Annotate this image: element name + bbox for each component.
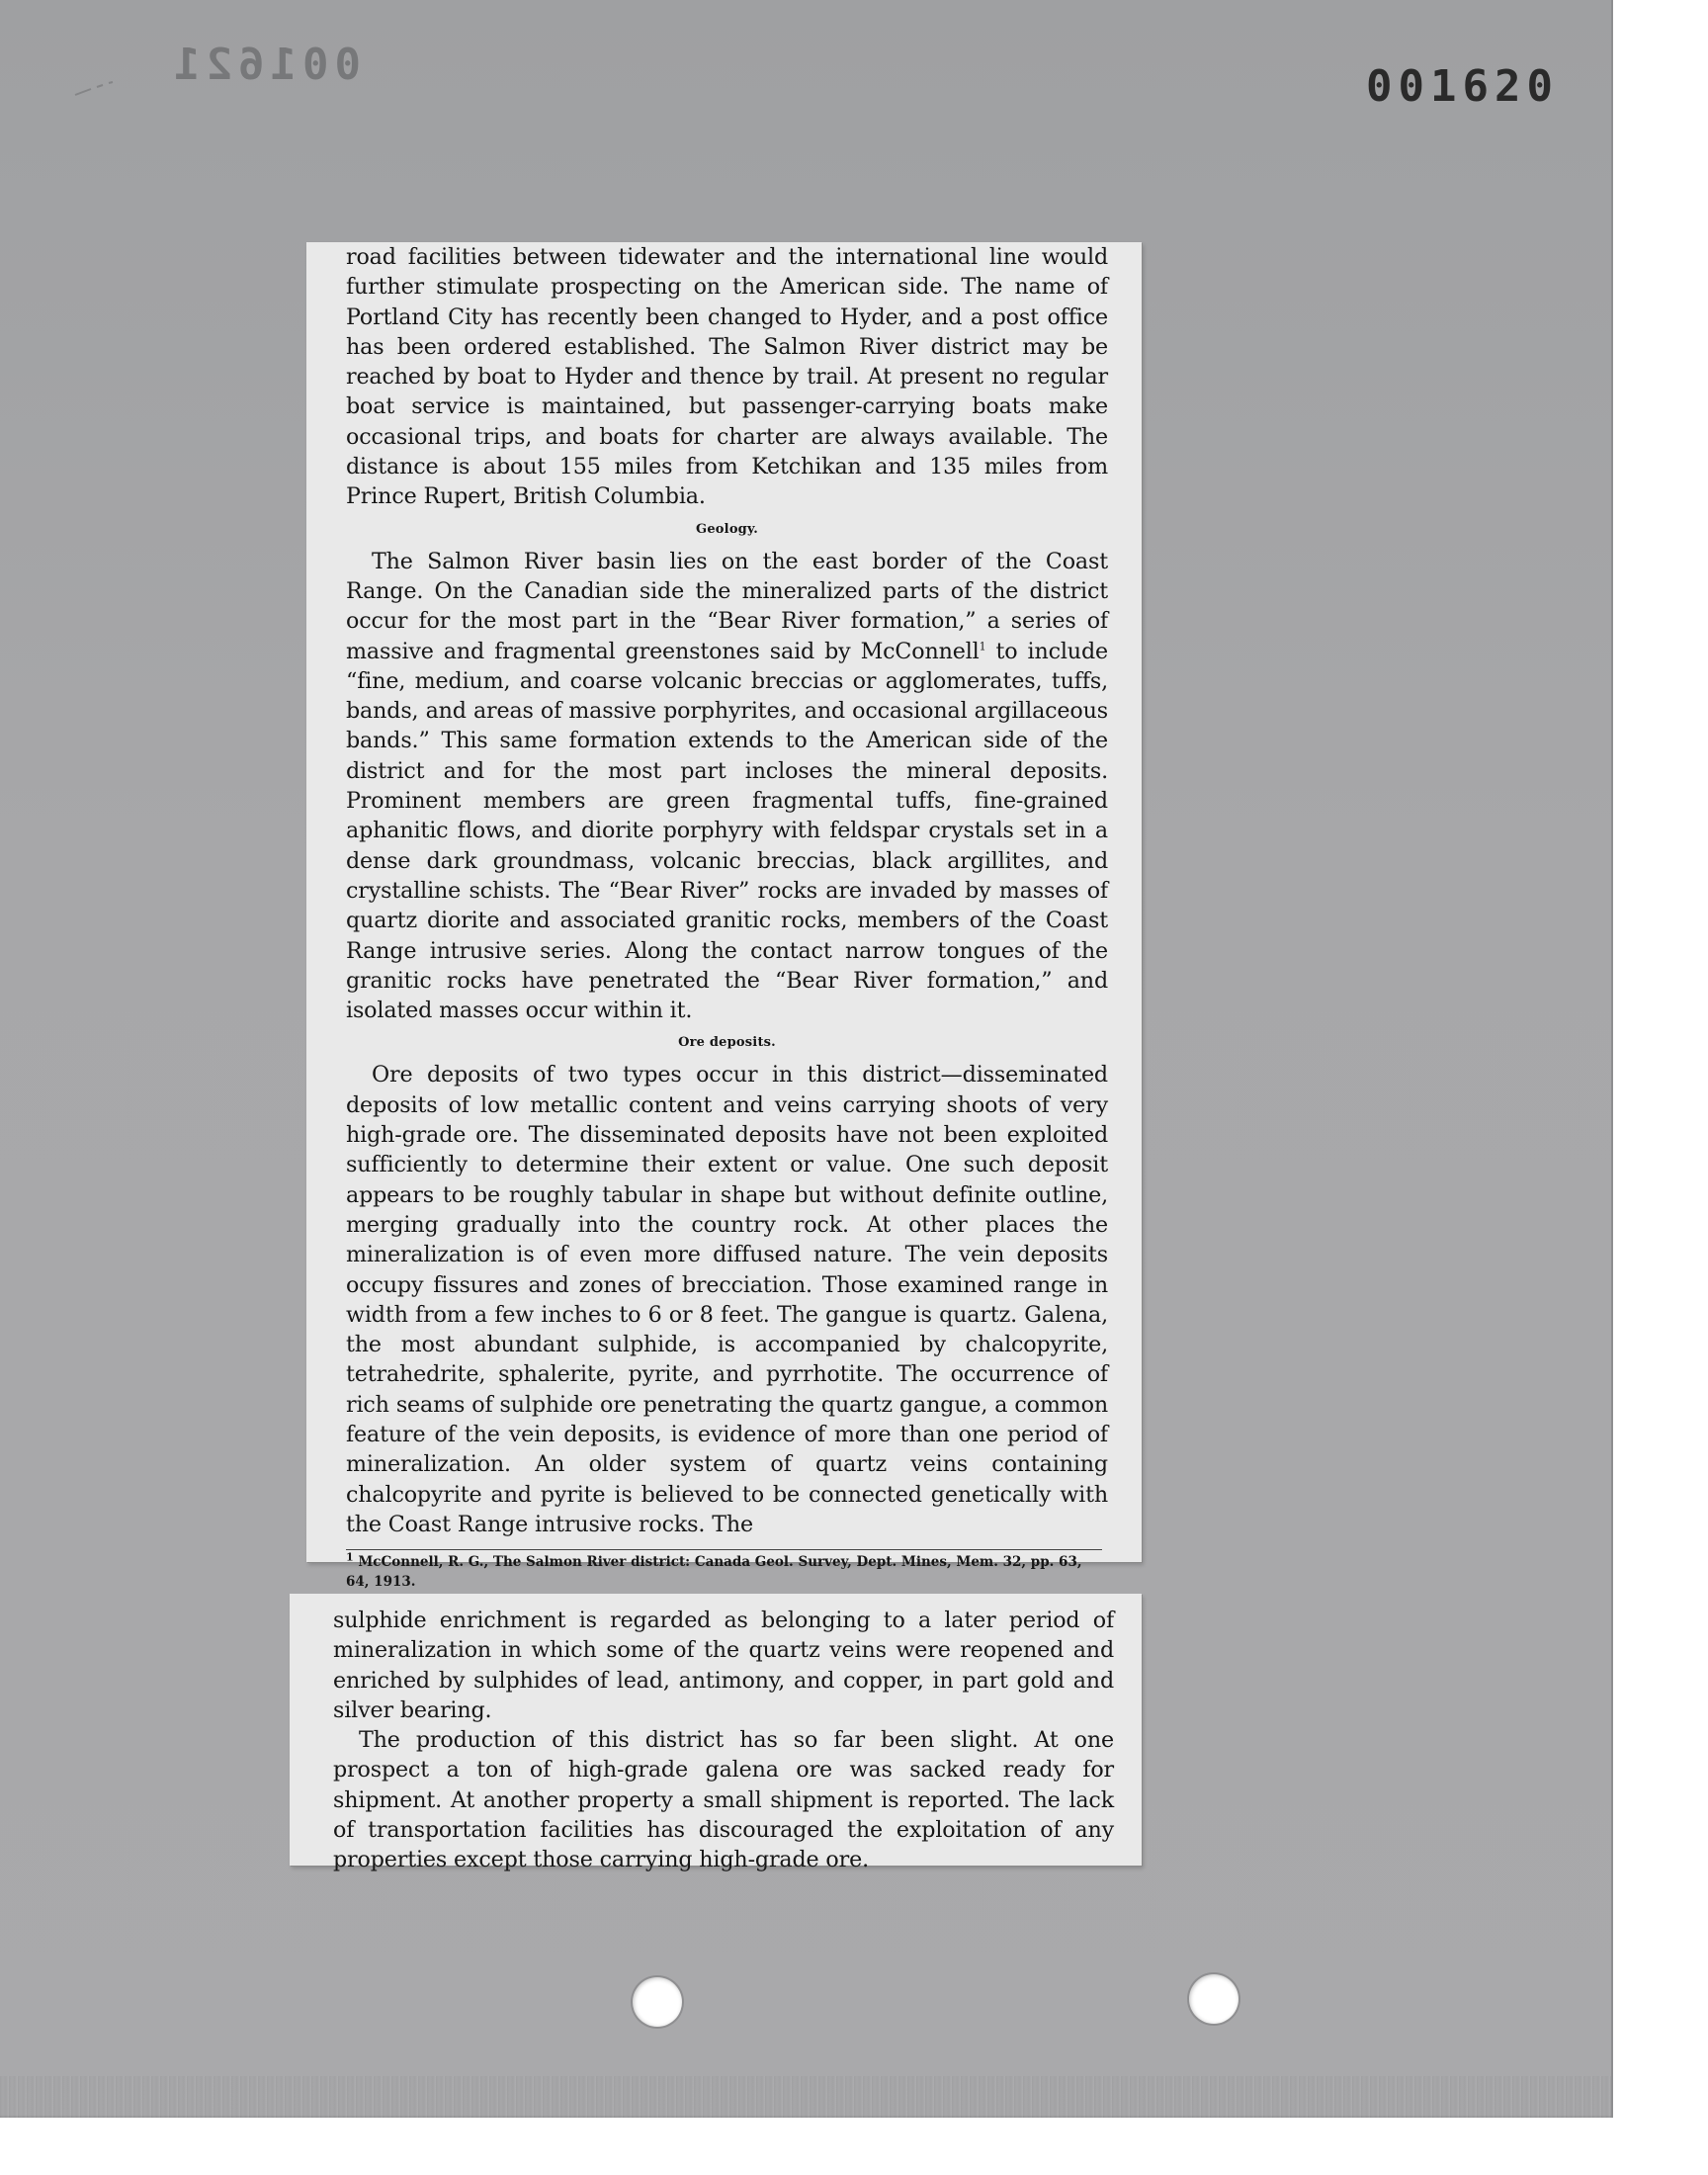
page-number-stamp: 001620: [1366, 61, 1559, 112]
footnote-reference: 1: [979, 640, 986, 653]
ore-deposits-heading: Ore deposits.: [678, 1035, 776, 1051]
ore-deposits-paragraph: Ore deposits of two types occur in this district—disseminated deposits of low metallic content and veins carrying shoots of very high-grade ore. The disseminated deposits have not been exploited sufficiently to determine their extent or value. One such deposit appears to be roughly tabular in shape but without definite outline, merging gradually into the country rock. At other places the mineralization is of even more diffused nature. The vein deposits occupy fissures and zones of brecciation. Those examined range in width from a few inches to 6 or 8 feet. The gangue is quartz. Galena, the most abundant sulphide, is accompanied by chalcopyrite, tetrahedrite, sphalerite, pyrite, and pyrrhotite. The occurrence of rich seams of sulphide ore penetrating the quartz gangue, a common feature of the vein deposits, is evidence of more than one period of mineralization. An older system of quartz veins containing chalcopyrite and pyrite is believed to be connected genetically with the Coast Range intrusive rocks. The: [346, 1062, 1108, 1537]
opening-paragraph: road facilities between tidewater and the international line would further stimulate prospecting on the American side. The name of Portland City has recently been changed to Hyder, and a post office has been ordered established. The Salmon River district may be reached by boat to Hyder and thence by trail. At present no regular boat service is maintained, but passenger-carrying boats make occasional trips, and boats for charter are always available. The distance is about 155 miles from Ketchikan and 135 miles from Prince Rupert, British Columbia.: [346, 244, 1108, 510]
binder-hole-right: [1189, 1974, 1238, 2024]
text-clipping-main: [306, 242, 1142, 1591]
scan-edge-artifact: [0, 2076, 1611, 2118]
geology-heading: Geology.: [696, 521, 758, 537]
geology-paragraph-part1: The Salmon River basin lies on the east border of the Coast Range. On the Canadian side the mineralized parts of the district occur for the most part in the “Bear River formation,” a series of massive and fragmental greenstones said by McConnell: [346, 548, 1108, 664]
geology-paragraph: [346, 547, 1108, 1026]
footnote-text: McConnell, R. G., The Salmon River district: Canada Geol. Survey, Dept. Mines, Mem. 32, pp. 63, 64, 1913.: [346, 1554, 1082, 1591]
text-clipping-continuation: [290, 1594, 1142, 1873]
continuation-paragraph: sulphide enrichment is regarded as belonging to a later period of mineralization in which some of the quartz veins were reopened and enriched by sulphides of lead, antimony, and copper, in part gold and silver bearing.: [333, 1608, 1114, 1723]
geology-paragraph-part2: to include “fine, medium, and coarse volcanic breccias or agglomerates, tuffs, bands, and areas of massive porphyrites, and occasional argillaceous bands.” This same formation extends to the American side of the district and for the most part incloses the mineral deposits. Prominent members are green fragmental tuffs, fine-grained aphanitic flows, and diorite porphyry with feldspar crystals set in a dense dark groundmass, volcanic breccias, black argillites, and crystalline schists. The “Bear River” rocks are invaded by masses of quartz diorite and associated granitic rocks, members of the Coast Range intrusive series. Along the contact narrow tongues of the granitic rocks have penetrated the “Bear River formation,” and isolated masses occur within it.: [346, 638, 1108, 1024]
pencil-mark: [73, 73, 142, 103]
production-paragraph: The production of this district has so far been slight. At one prospect a ton of high-grade galena ore was sacked ready for shipment. At another property a small shipment is reported. The lack of transportation facilities has discouraged the exploitation of any properties except those carrying high-grade ore.: [333, 1727, 1114, 1873]
binder-hole-left: [633, 1977, 682, 2027]
footnote-number: 1: [346, 1550, 354, 1564]
footnote-divider: [346, 1549, 1102, 1550]
mirrored-page-number-stamp: 001621: [168, 40, 361, 90]
footnote: [346, 1552, 1108, 1592]
